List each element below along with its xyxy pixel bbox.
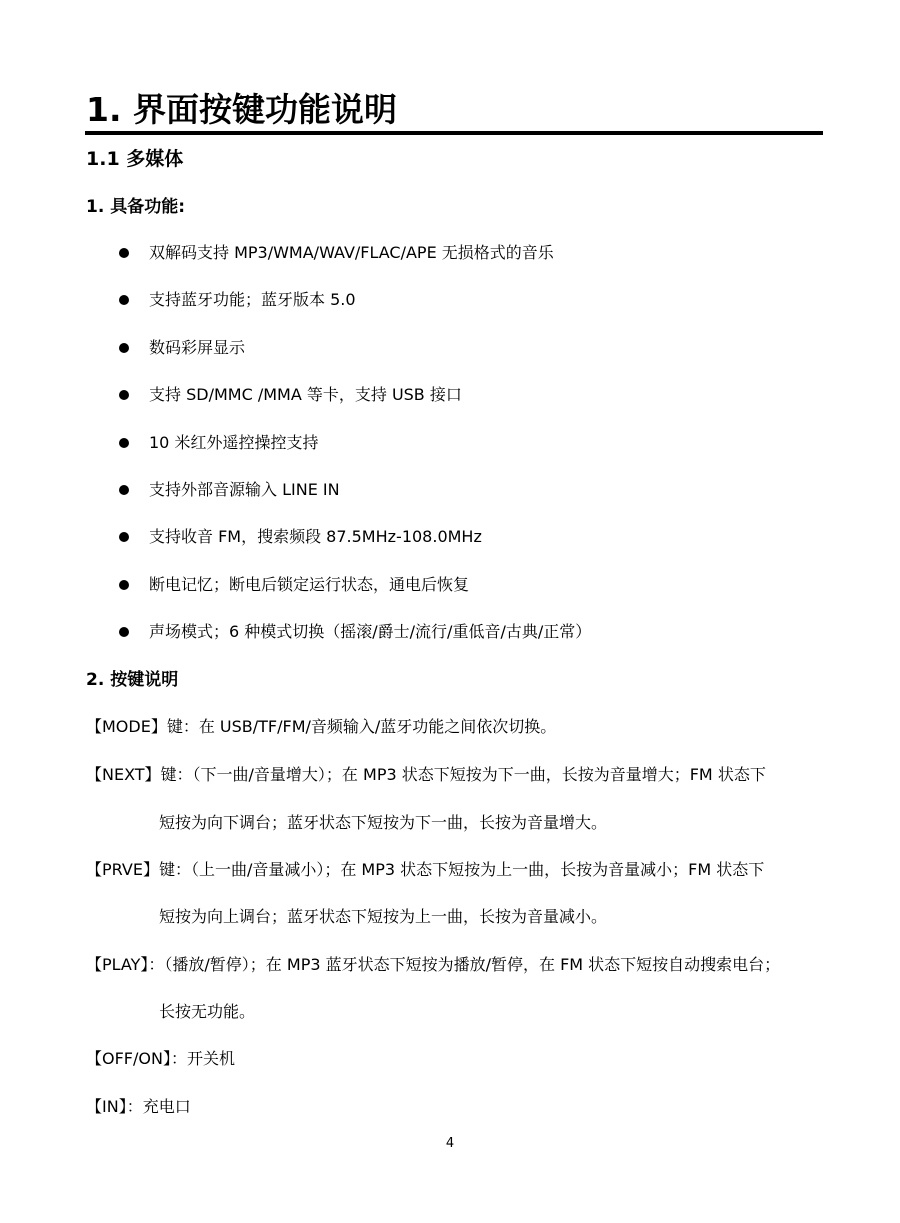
key-play-text-cont: 长按无功能。 xyxy=(159,1002,256,1021)
list-item-text: 10 米红外遥控操控支持 xyxy=(149,432,319,452)
list-item-text: 数码彩屏显示 xyxy=(149,337,246,357)
key-prve-text: 【PRVE】键：（上一曲/音量减小）；在 MP3 状态下短按为上一曲，长按为音量减小；FM 状态下 xyxy=(86,860,765,879)
heading-multimedia: 1.1 多媒体 xyxy=(86,148,184,170)
list-item-text: 支持收音 FM，搜索频段 87.5MHz-108.0MHz xyxy=(149,527,482,547)
bullet-icon xyxy=(119,438,129,448)
bullet-icon xyxy=(119,248,129,258)
heading-key-description: 2. 按键说明 xyxy=(86,670,179,690)
list-item-text: 断电记忆；断电后锁定运行状态，通电后恢复 xyxy=(149,574,470,594)
bullet-icon xyxy=(119,580,129,590)
list-item xyxy=(0,572,900,619)
list-item xyxy=(0,524,900,571)
key-offon-text: 【OFF/ON】：开关机 xyxy=(86,1049,235,1068)
list-item xyxy=(0,619,900,666)
heading-underline xyxy=(85,131,823,135)
key-mode-text: 【MODE】键：在 USB/TF/FM/音频输入/蓝牙功能之间依次切换。 xyxy=(86,717,557,736)
list-item xyxy=(0,382,900,429)
list-item xyxy=(0,287,900,334)
key-next-text: 【NEXT】键：（下一曲/音量增大）；在 MP3 状态下短按为下一曲，长按为音量增大；FM 状态下 xyxy=(86,765,766,784)
bullet-icon xyxy=(119,295,129,305)
features-list xyxy=(0,240,900,667)
list-item xyxy=(0,335,900,382)
key-prve-text-cont: 短按为向上调台；蓝牙状态下短按为上一曲，长按为音量减小。 xyxy=(159,907,608,926)
bullet-icon xyxy=(119,532,129,542)
key-play-text: 【PLAY】：（播放/暂停）；在 MP3 蓝牙状态下短按为播放/暂停，在 FM 状态下短按自动搜索电台； xyxy=(86,955,781,974)
list-item-text: 声场模式；6 种模式切换（摇滚/爵士/流行/重低音/古典/正常） xyxy=(149,622,592,642)
key-in-text: 【IN】：充电口 xyxy=(86,1097,191,1116)
heading-features: 1. 具备功能: xyxy=(86,197,186,217)
list-item-text: 双解码支持 MP3/WMA/WAV/FLAC/APE 无损格式的音乐 xyxy=(149,243,554,262)
page-number: 4 xyxy=(445,1136,455,1151)
bullet-icon xyxy=(119,485,129,495)
bullet-icon xyxy=(119,627,129,637)
list-item-text: 支持蓝牙功能；蓝牙版本 5.0 xyxy=(149,290,356,310)
list-item xyxy=(0,240,900,287)
list-item xyxy=(0,477,900,524)
list-item-text: 支持 SD/MMC /MMA 等卡，支持 USB 接口 xyxy=(149,385,462,405)
bullet-icon xyxy=(119,390,129,400)
bullet-icon xyxy=(119,343,129,353)
list-item-text: 支持外部音源输入 LINE IN xyxy=(149,479,340,499)
heading-main: 1. 界面按键功能说明 xyxy=(86,90,397,129)
key-next-text-cont: 短按为向下调台；蓝牙状态下短按为下一曲，长按为音量增大。 xyxy=(159,813,608,832)
list-item xyxy=(0,430,900,477)
